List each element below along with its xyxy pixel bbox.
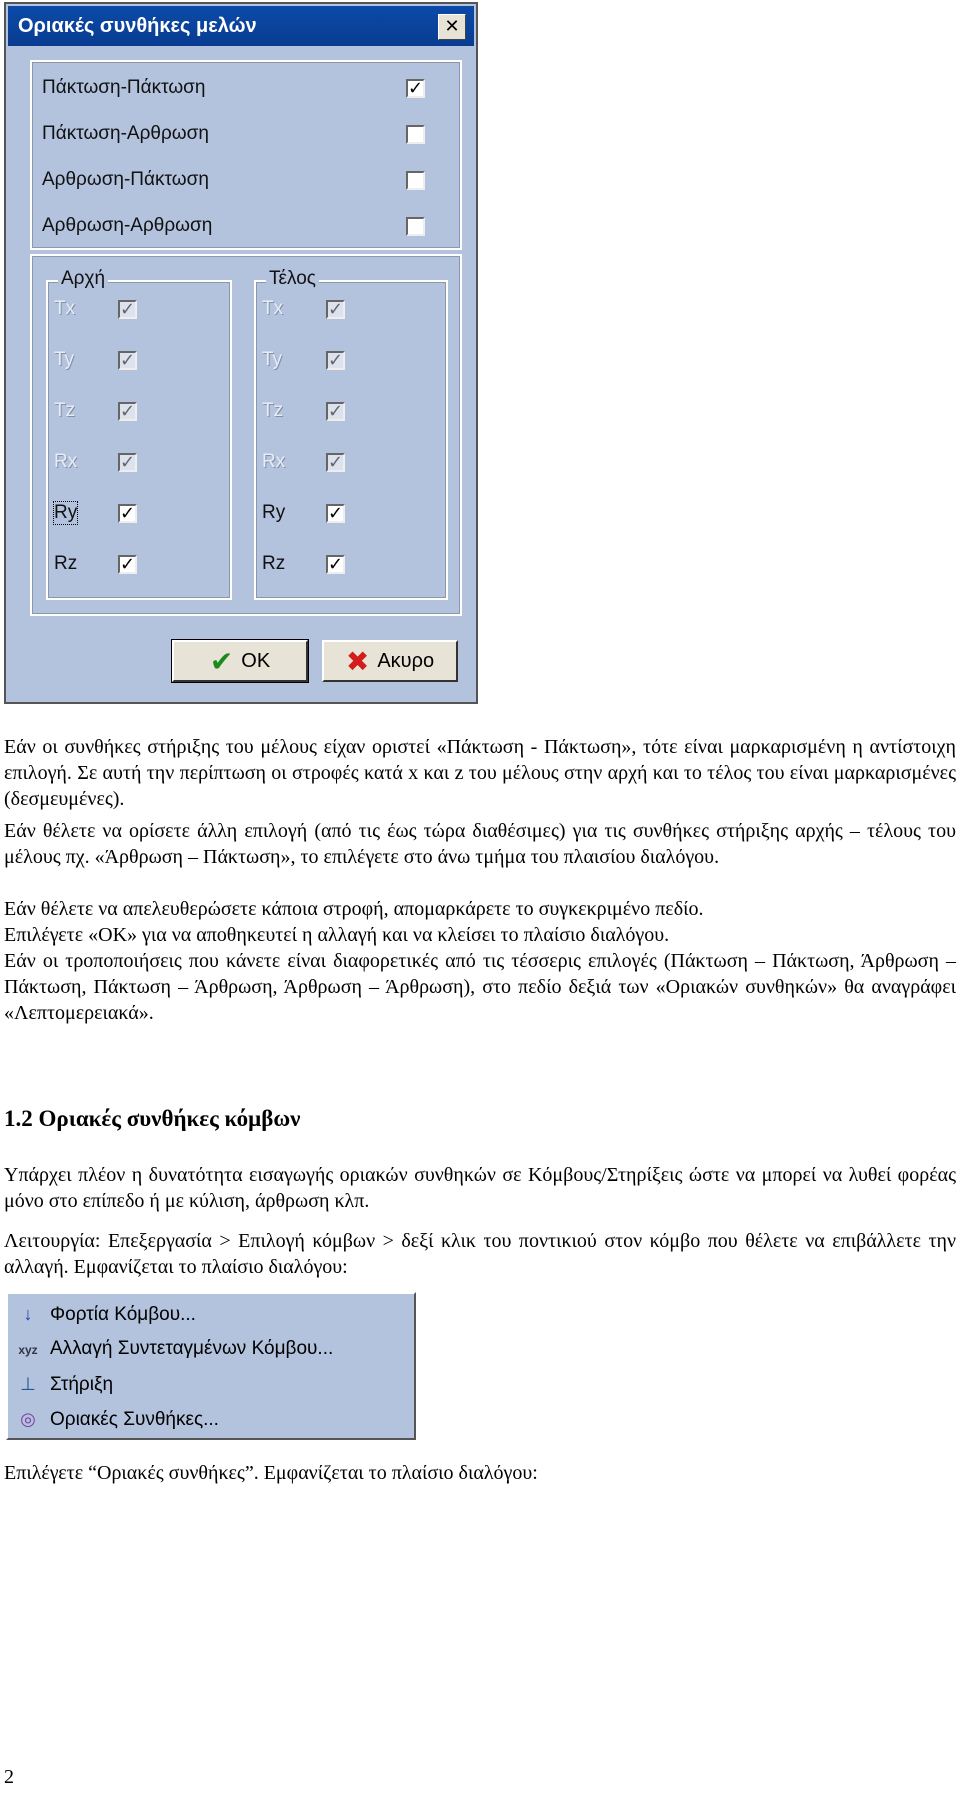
menu-item-label: Αλλαγή Συντεταγμένων Κόμβου... <box>50 1338 334 1359</box>
coordinates-icon: xyz <box>18 1343 38 1357</box>
start-dof-checkbox: ✓ <box>120 401 136 421</box>
dialog-titlebar <box>8 6 474 46</box>
menu-item[interactable] <box>14 1297 410 1331</box>
page-number: 2 <box>4 1766 14 1788</box>
start-dof-label: Ry <box>54 502 78 523</box>
start-dof-label: Rz <box>54 553 78 574</box>
start-dof-checkbox: ✓ <box>120 299 136 319</box>
section-heading: 1.2 Οριακές συνθήκες κόμβων <box>4 1106 301 1131</box>
boundary-icon: ◎ <box>20 1409 36 1429</box>
dialog-title: Οριακές συνθήκες μελών <box>18 15 257 37</box>
paragraph-4: Επιλέγετε «ΟΚ» για να αποθηκευτεί η αλλαγή και να κλείσει το πλαίσιο διαλόγου. <box>4 924 670 946</box>
preset-checkbox[interactable] <box>406 217 425 236</box>
end-dof-checkbox: ✓ <box>328 299 344 319</box>
start-group-legend: Αρχή <box>58 268 108 290</box>
arrow-down-icon: ↓ <box>23 1304 33 1324</box>
end-group-legend: Τέλος <box>266 268 319 290</box>
preset-checkbox[interactable] <box>406 125 425 144</box>
cancel-button-label: Ακυρο <box>377 650 435 672</box>
paragraph-3: Εάν θέλετε να απελευθερώσετε κάποια στροφή, απομαρκάρετε το συγκεκριμένο πεδίο. <box>4 898 704 920</box>
menu-item-label: Οριακές Συνθήκες... <box>50 1409 219 1430</box>
start-dof-checkbox[interactable]: ✓ <box>120 503 136 523</box>
end-dof-checkbox[interactable]: ✓ <box>328 503 344 523</box>
checkmark-icon: ✔ <box>209 645 234 677</box>
close-icon: ✕ <box>444 16 460 36</box>
menu-item[interactable] <box>14 1367 410 1401</box>
menu-item-label: Φορτία Κόμβου... <box>50 1304 196 1325</box>
end-dof-label: Ry <box>262 502 286 523</box>
start-dof-label: Ty <box>54 349 75 370</box>
start-dof-label: Tz <box>54 400 76 421</box>
paragraph-2: Εάν θέλετε να ορίσετε άλλη επιλογή (από τις έως τώρα διαθέσιμες) για τις συνθήκες στήριξης αρχής – τέλους του μέλους πχ. «Άρθρωση – Πάκτωση», το επιλέγετε στο άνω τμήμα του πλαισίου διαλόγου. <box>4 820 956 868</box>
preset-row[interactable] <box>42 210 442 242</box>
preset-label: Πάκτωση-Πάκτωση <box>42 77 206 98</box>
end-dof-label: Tz <box>262 400 284 421</box>
start-group <box>46 268 232 600</box>
start-dof-checkbox: ✓ <box>120 350 136 370</box>
menu-item[interactable] <box>14 1332 410 1366</box>
member-boundary-dialog <box>4 2 478 704</box>
preset-checkbox[interactable] <box>406 171 425 190</box>
start-dof-checkbox: ✓ <box>120 452 136 472</box>
cross-icon: ✖ <box>345 645 370 677</box>
start-dof-label: Tx <box>54 298 76 319</box>
cancel-button[interactable] <box>322 640 458 682</box>
paragraph-6: Υπάρχει πλέον η δυνατότητα εισαγωγής οριακών συνθηκών σε Κόμβους/Στηρίξεις ώστε να μπορεί να λυθεί φορέας μόνο στο επίπεδο ή με κύλιση, άρθρωση κλπ. <box>4 1164 956 1212</box>
start-dof-label: Rx <box>54 451 78 472</box>
end-dof-label: Ty <box>262 349 283 370</box>
preset-row[interactable] <box>42 118 442 150</box>
preset-label: Αρθρωση-Πάκτωση <box>42 169 209 190</box>
preset-row[interactable] <box>42 164 442 196</box>
ok-button-label: OK <box>241 650 271 672</box>
preset-label: Αρθρωση-Αρθρωση <box>42 215 213 236</box>
node-context-menu <box>6 1292 416 1440</box>
start-dof-checkbox[interactable]: ✓ <box>120 554 136 574</box>
paragraph-8: Επιλέγετε “Οριακές συνθήκες”. Εμφανίζεται το πλαίσιο διαλόγου: <box>4 1462 538 1484</box>
end-dof-label: Rz <box>262 553 286 574</box>
support-icon: ⊥ <box>20 1374 36 1394</box>
preset-row[interactable] <box>42 72 442 104</box>
close-button[interactable] <box>438 14 466 40</box>
end-dof-checkbox[interactable]: ✓ <box>328 554 344 574</box>
end-dof-checkbox: ✓ <box>328 401 344 421</box>
end-dof-checkbox: ✓ <box>328 452 344 472</box>
end-dof-checkbox: ✓ <box>328 350 344 370</box>
end-group <box>254 268 448 600</box>
end-dof-label: Rx <box>262 451 286 472</box>
paragraph-5: Εάν οι τροποποιήσεις που κάνετε είναι διαφορετικές από τις τέσσερις επιλογές (Πάκτωση – Πάκτωση, Άρθρωση – Πάκτωση, Πάκτωση – Άρθρωση, Άρθρωση – Άρθρωση), στο πεδίο δεξιά των «Οριακών συνθηκών» θα αναγράφει «Λεπτομερειακά». <box>4 950 956 1024</box>
preset-checkbox[interactable]: ✓ <box>408 78 424 98</box>
paragraph-7: Λειτουργία: Επεξεργασία > Επιλογή κόμβων > δεξί κλικ του ποντικιού στον κόμβο που θέλετε να επιβάλλετε την αλλαγή. Εμφανίζεται το πλαίσιο διαλόγου: <box>4 1230 956 1278</box>
menu-item-label: Στήριξη <box>50 1374 114 1395</box>
preset-label: Πάκτωση-Αρθρωση <box>42 123 209 144</box>
end-dof-label: Tx <box>262 298 284 319</box>
menu-item[interactable] <box>14 1402 410 1436</box>
paragraph-1: Εάν οι συνθήκες στήριξης του μέλους είχαν οριστεί «Πάκτωση - Πάκτωση», τότε είναι μαρκαρισμένη η αντίστοιχη επιλογή. Σε αυτή την περίπτωση οι στροφές κατά x και z του μέλους στην αρχή και το τέλος του είναι μαρκαρισμένες (δεσμευμένες). <box>4 736 956 810</box>
ok-button[interactable] <box>172 640 308 682</box>
